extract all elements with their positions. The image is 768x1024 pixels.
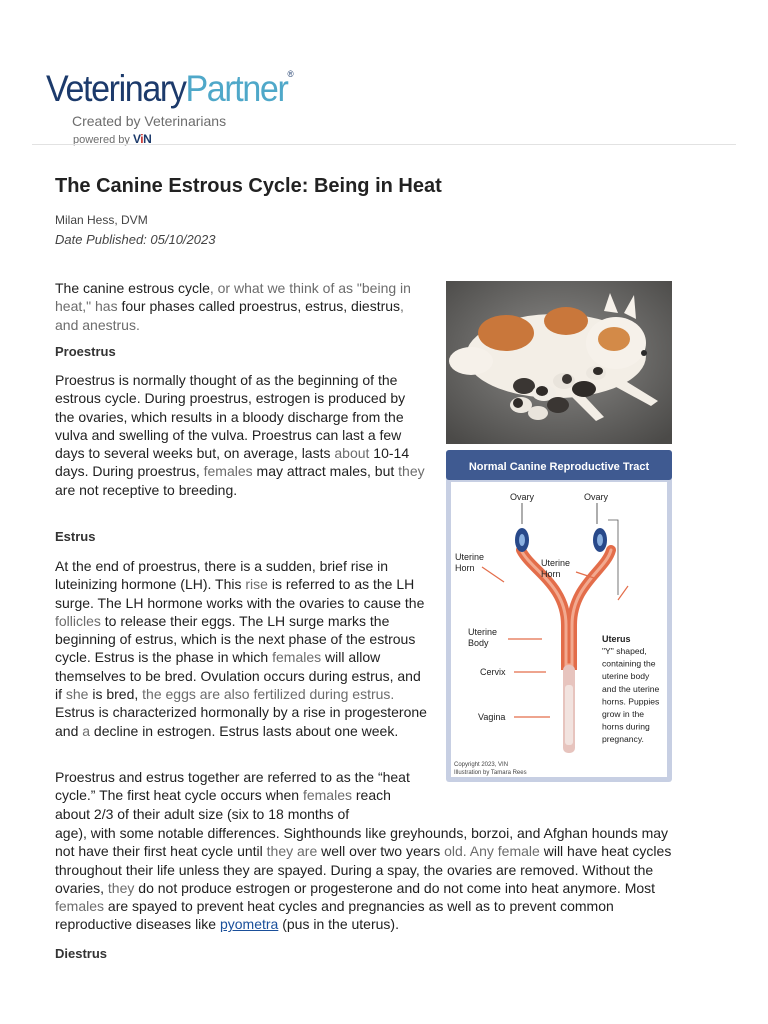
uterus-description-line: grow in the <box>602 709 645 719</box>
uterus-description-line: uterine body <box>602 671 650 682</box>
registered-mark: ® <box>287 69 293 79</box>
vin-letter-v: V <box>132 132 141 146</box>
uterus-description-line: containing the <box>602 658 656 669</box>
powered-by-text: powered by <box>73 134 130 146</box>
text-run: do not produce estrogen or progesterone and do not come into heat anymore. Most <box>134 879 656 896</box>
logo-brand-veterinary: Veterinary <box>46 68 186 109</box>
text-run: is referred to as the LH surge. The LH hormone works with the ovaries to cause the <box>55 576 425 611</box>
logo-tagline: Created by Veterinarians <box>72 113 227 129</box>
heading-diestrus: Diestrus <box>55 946 108 961</box>
text-run: are not receptive to breeding. <box>55 481 238 498</box>
article-date: Date Published: 05/10/2023 <box>55 232 216 247</box>
article-author: Milan Hess, DVM <box>55 213 148 227</box>
text-run-muted: a <box>82 722 91 739</box>
label-uterine-horn-right-2: Horn <box>541 569 561 579</box>
text-run: reach about 2/3 of their adult size (six to 18 months of <box>55 787 391 822</box>
reproductive-tract-diagram <box>446 450 672 782</box>
diagram-title: Normal Canine Reproductive Tract <box>468 461 650 473</box>
uterus-description-line: pregnancy. <box>602 734 644 745</box>
uterus-description-line: horns during <box>602 721 650 732</box>
text-run: age), with some notable differences. Sighthounds like greyhounds, borzoi, and Afghan hounds may not have their first heat cycle until <box>55 825 669 860</box>
heading-estrus: Estrus <box>55 529 96 544</box>
label-cervix: Cervix <box>480 667 506 677</box>
text-run: is bred, <box>88 686 143 703</box>
text-run: Proestrus is normally thought of as the beginning of the estrous cycle. During proestrus, estrogen is produced by the ovaries, which results in a bloody discharge from the vulva and swelling of the vulva. Proestrus can last a few days to several weeks but, on average, lasts <box>55 372 406 462</box>
vin-letter-i: i <box>140 132 144 146</box>
label-ovary-right: Ovary <box>584 492 609 502</box>
label-uterine-body-1: Uterine <box>468 627 498 637</box>
label-uterine-horn-left-1: Uterine <box>455 552 485 562</box>
label-ovary-left: Ovary <box>510 492 535 502</box>
text-run: Proestrus and estrus together are referred to as the “heat cycle.” The first heat cycle occurs when <box>55 769 410 804</box>
label-uterine-body-2: Body <box>468 638 489 648</box>
label-vagina: Vagina <box>478 712 506 722</box>
text-run: decline in estrogen. Estrus lasts about one week. <box>90 722 399 739</box>
text-run: 10-14 days. During proestrus, <box>55 445 410 480</box>
proestrus-paragraph <box>55 371 427 499</box>
text-run: to release their eggs. The LH surge marks the beginning of estrus, which is the next phase of the estrous cycle. Estrus is the phase in which <box>55 612 416 666</box>
diagram-copyright: Copyright 2023, VIN <box>454 762 509 768</box>
dog-nursing-puppies-photo <box>446 281 672 444</box>
text-run: well over two years <box>317 843 445 860</box>
text-run: Estrus is characterized hormonally by a rise in progesterone and <box>55 704 427 739</box>
text-run-muted: , or what we think of as "being in heat," has <box>55 280 411 315</box>
article-title: The Canine Estrous Cycle: Being in Heat <box>55 175 442 197</box>
heat-cycle-paragraph-cont <box>55 824 685 934</box>
text-run-muted: the eggs are also fertilized during estrus. <box>142 686 395 703</box>
text-run-muted: females <box>302 787 352 804</box>
label-uterine-horn-left-2: Horn <box>455 563 475 573</box>
text-run-muted: they <box>398 463 425 480</box>
text-run: The canine estrous cycle <box>55 280 210 296</box>
logo-brand-partner: Partner <box>185 68 288 109</box>
heat-cycle-paragraph-start <box>55 768 427 823</box>
text-run-muted: rise <box>245 576 268 593</box>
text-run-muted: females <box>203 463 253 480</box>
text-run-muted: she <box>65 686 89 703</box>
text-run: may attract males, but <box>252 463 399 480</box>
text-run: At the end of proestrus, there is a sudden, brief rise in luteinizing hormone (LH). This <box>55 558 389 593</box>
label-uterus-title: Uterus <box>602 634 631 644</box>
text-run-muted: , and anestrus. <box>55 298 404 333</box>
estrus-paragraph <box>55 557 427 740</box>
text-run-muted: about <box>334 445 370 462</box>
site-logo[interactable] <box>46 70 314 146</box>
pyometra-link[interactable]: pyometra <box>219 916 279 933</box>
uterus-description-line: "Y" shaped, <box>602 646 647 656</box>
text-run: will have heat cycles throughout their life unless they are spayed. During a spay, the ovaries are removed. Without the ovaries, <box>55 843 672 896</box>
text-run: will allow themselves to be bred. Ovulation occurs during estrus, and if <box>55 649 421 703</box>
label-uterine-horn-right-1: Uterine <box>541 558 571 568</box>
text-run-muted: they are <box>266 843 318 860</box>
intro-paragraph <box>55 279 427 334</box>
header-divider <box>32 144 736 145</box>
text-run-muted: they <box>107 879 135 896</box>
vin-letter-n: N <box>143 132 152 146</box>
text-run-muted: females <box>272 649 322 666</box>
text-run: four phases called proestrus, estrus, diestrus <box>121 298 401 315</box>
text-run-muted: females <box>55 898 105 915</box>
heading-proestrus: Proestrus <box>55 344 116 359</box>
diagram-illustration-credit: Illustration by Tamara Rees <box>454 770 527 776</box>
heat-cycle-end: (pus in the uterus). <box>278 916 399 933</box>
text-run-muted: old. Any female <box>444 843 540 860</box>
text-run-muted: follicles <box>55 612 101 629</box>
text-run: are spayed to prevent heat cycles and pregnancies as well as to prevent common reproductive diseases like <box>55 898 614 933</box>
logo-wordmark <box>46 70 292 107</box>
uterus-description-line: and the uterine <box>602 683 660 694</box>
uterus-description-line: horns. Puppies <box>602 696 660 707</box>
